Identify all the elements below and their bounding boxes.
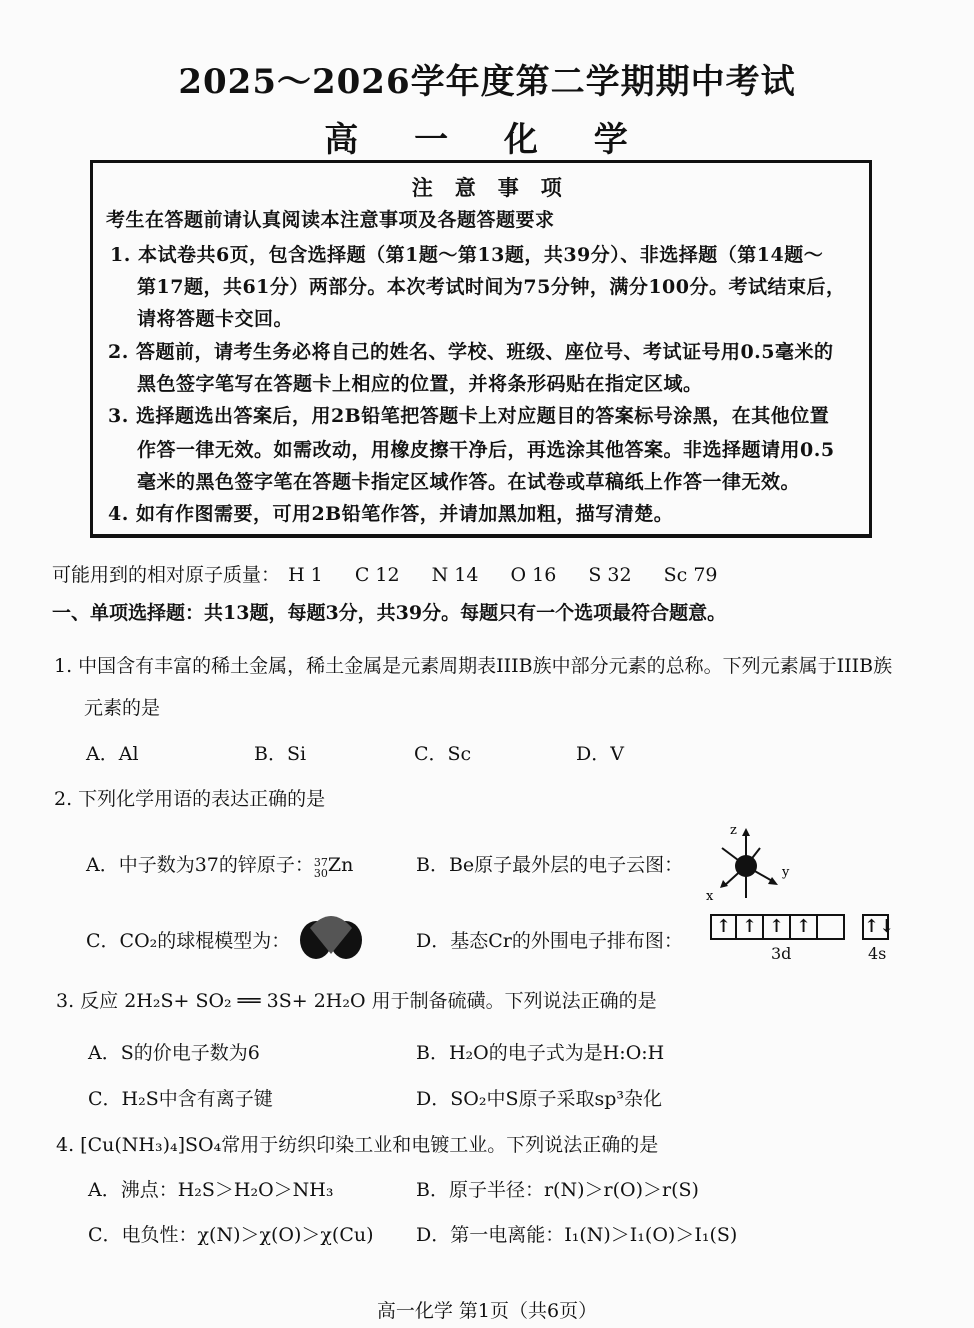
notice-line: 3. 选择题选出答案后，用2B铅笔把答题卡上对应题目的答案标号涂黑，在其他位置 <box>108 405 830 427</box>
section-heading: 一、单项选择题：共13题，每题3分，共39分。每题只有一个选项最符合题意。 <box>52 602 727 624</box>
option: A．S的价电子数为6 <box>88 1042 260 1064</box>
atomic-masses <box>52 560 718 587</box>
orbital-box: ↑ <box>710 914 737 940</box>
question-1-stem: 1. 中国含有丰富的稀土金属，稀土金属是元素周期表IIIB族中部分元素的总称。下列元素属于IIIB族 <box>54 655 893 677</box>
mass-item: H 1 <box>288 564 323 586</box>
orbital-label: 3d <box>771 944 792 963</box>
isotope-notation <box>314 857 328 879</box>
notice-line: 2. 答题前，请考生务必将自己的姓名、学校、班级、座位号、考试证号用0.5毫米的 <box>108 341 834 363</box>
mass-item: O 16 <box>510 564 557 586</box>
option: B．H₂O的电子式为是H:O:H <box>416 1042 665 1064</box>
option: A．Al <box>86 743 139 765</box>
option: A．沸点：H₂S＞H₂O＞NH₃ <box>88 1179 334 1201</box>
axis-label: x <box>706 889 714 904</box>
axis-label: y <box>782 865 790 880</box>
option-c: C．CO₂的球棍模型为： <box>86 930 291 952</box>
notice-line: 作答一律无效。如需改动，用橡皮擦干净后，再选涂其他答案。非选择题请用0.5 <box>137 439 835 461</box>
orbital-box <box>818 914 845 940</box>
atomic-number: 30 <box>313 867 328 880</box>
option: C．电负性：χ(N)＞χ(O)＞χ(Cu) <box>88 1224 374 1246</box>
notice-heading: 注 意 事 项 <box>411 175 563 200</box>
option: D．第一电离能：I₁(N)＞I₁(O)＞I₁(S) <box>416 1224 738 1246</box>
option: B．原子半径：r(N)＞r(O)＞r(S) <box>416 1179 699 1201</box>
page-footer: 高一化学 第1页（共6页） <box>376 1300 598 1322</box>
option-b: B．Be原子最外层的电子云图： <box>416 854 684 876</box>
notice-line: 毫米的黑色签字笔在答题卡指定区域作答。在试卷或草稿纸上作答一律无效。 <box>137 471 801 493</box>
notice-line: 4. 如有作图需要，可用2B铅笔作答，并请加黑加粗，描写清楚。 <box>108 503 674 525</box>
exam-subject: 高 一 化 学 <box>324 120 650 160</box>
option: D．V <box>576 743 624 765</box>
question-2-stem: 2. 下列化学用语的表达正确的是 <box>54 788 326 810</box>
option-text: A．中子数为37的锌原子： <box>86 854 314 876</box>
option: C．Sc <box>414 743 472 765</box>
orbital-box: ↑ <box>737 914 764 940</box>
orbital-box: ↑↓ <box>862 914 889 940</box>
mass-item: N 14 <box>431 564 479 586</box>
masses-label: 可能用到的相对原子质量： <box>52 564 281 586</box>
mass-item: C 12 <box>354 564 400 586</box>
question-1-stem-cont: 元素的是 <box>84 697 161 719</box>
electron-cloud-diagram <box>700 822 800 904</box>
orbital-box: ↑ <box>764 914 791 940</box>
notice-intro: 考生在答题前请认真阅读本注意事项及各题答题要求 <box>106 209 555 231</box>
orbital-4s <box>862 914 895 940</box>
notice-line: 第17题，共61分）两部分。本次考试时间为75分钟，满分100分。考试结束后， <box>137 276 846 298</box>
notice-line: 请将答题卡交回。 <box>137 308 294 330</box>
mass-number: 37 <box>313 856 328 869</box>
option-a <box>86 850 353 879</box>
option: D．SO₂中S原子采取sp³杂化 <box>416 1088 662 1110</box>
option: C．H₂S中含有离子键 <box>88 1088 273 1110</box>
mass-item: S 32 <box>588 564 632 586</box>
mass-item: Sc 79 <box>663 564 718 586</box>
question-4-stem: 4. [Cu(NH₃)₄]SO₄常用于纺织印染工业和电镀工业。下列说法正确的是 <box>56 1134 659 1156</box>
notice-line: 黑色签字笔写在答题卡上相应的位置，并将条形码贴在指定区域。 <box>137 373 703 395</box>
orbital-box: ↑ <box>791 914 818 940</box>
orbital-label: 4s <box>868 944 887 963</box>
exam-title: 2025～2026学年度第二学期期中考试 <box>178 62 796 102</box>
option-d: D．基态Cr的外围电子排布图： <box>416 930 683 952</box>
question-3-stem: 3. 反应 2H₂S+ SO₂ ══ 3S+ 2H₂O 用于制备硫磺。下列说法正确的是 <box>56 990 657 1012</box>
element-symbol: Zn <box>327 854 354 876</box>
option: B．Si <box>254 743 307 765</box>
notice-line: 1. 本试卷共6页，包含选择题（第1题～第13题，共39分）、非选择题（第14题～ <box>110 244 824 266</box>
co2-ball-stick-model <box>296 908 366 962</box>
orbital-3d <box>710 914 845 940</box>
axis-label: z <box>730 823 737 838</box>
